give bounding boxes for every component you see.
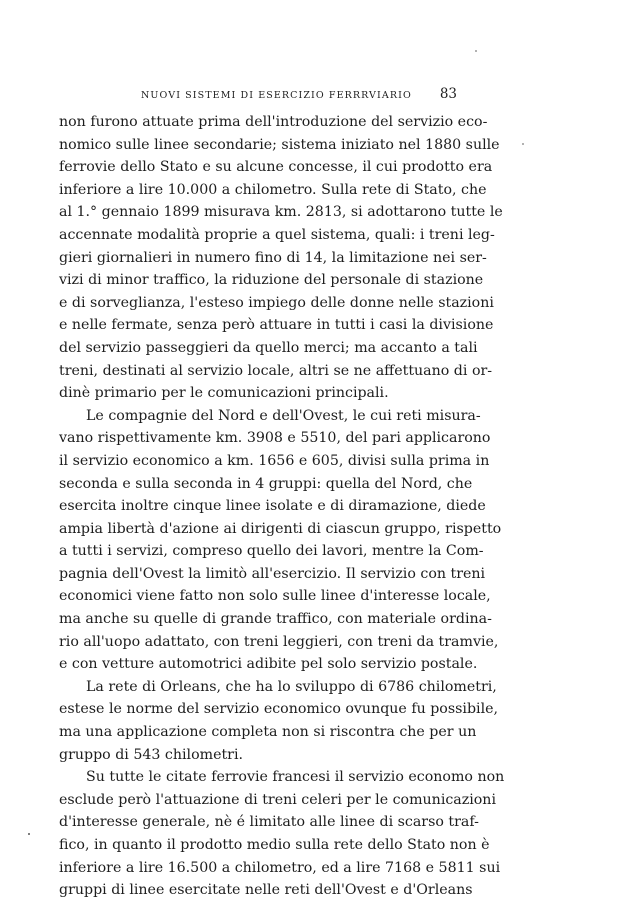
text-line: e nelle fermate, senza però attuare in tutti i casi la divisione <box>59 317 494 334</box>
text-line: inferiore a lire 16.500 a chilometro, ed a lire 7168 e 5811 sui <box>59 859 501 876</box>
paper-speck <box>475 50 477 52</box>
text-line: seconda e sulla seconda in 4 gruppi: quella del Nord, che <box>59 475 473 492</box>
text-line: rio all'uopo adattato, con treni leggieri, con treni da tramvie, <box>59 633 499 650</box>
text-line: ma una applicazione completa non si riscontra che per un <box>59 724 477 741</box>
text-line: il servizio economico a km. 1656 e 605, divisi sulla prima in <box>59 452 490 469</box>
paragraph-first-line: Le compagnie del Nord e dell'Ovest, le cui reti misura- <box>86 407 481 424</box>
text-line: del servizio passeggieri da quello merci; ma accanto a tali <box>59 339 478 356</box>
paragraph-last-line: dinè primario per le comunicazioni principali. <box>59 385 389 402</box>
body-text <box>59 111 505 902</box>
text-line: vizi di minor traffico, la riduzione del personale di stazione <box>59 272 484 289</box>
paper-speck <box>28 833 30 835</box>
text-line: ampia libertà d'azione ai dirigenti di ciascun gruppo, rispetto <box>59 520 502 537</box>
text-line: economici viene fatto non solo sulle linee d'interesse locale, <box>59 588 491 605</box>
text-line: accennate modalità proprie a quel sistema, quali: i treni leg- <box>59 226 495 243</box>
running-title: NUOVI SISTEMI DI ESERCIZIO FERRRVIARIO <box>141 90 412 101</box>
text-line: esclude però l'attuazione di treni celeri per le comunicazioni <box>59 791 496 808</box>
text-line: ma anche su quelle di grande traffico, con materiale ordina- <box>59 611 492 628</box>
paragraph-first-line: La rete di Orleans, che ha lo sviluppo di 6786 chilometri, <box>86 678 497 695</box>
text-line: gieri giornalieri in numero fino di 14, la limitazione nei ser- <box>59 249 487 266</box>
paragraph-first-line: Su tutte le citate ferrovie francesi il servizio economo non <box>86 769 505 786</box>
text-line: non furono attuate prima dell'introduzione del servizio eco- <box>59 114 488 130</box>
text-line: gruppi di linee esercitate nelle reti dell'Ovest e d'Orleans <box>59 882 473 899</box>
text-line: vano rispettivamente km. 3908 e 5510, del pari applicarono <box>59 430 491 447</box>
text-line: treni, destinati al servizio locale, altri se ne affettuano di or- <box>59 362 493 379</box>
text-line: al 1.° gennaio 1899 misurava km. 2813, si adottarono tutte le <box>59 204 503 221</box>
text-line: e di sorveglianza, l'esteso impiego delle donne nelle stazioni <box>59 294 494 311</box>
text-line: esercita inoltre cinque linee isolate e di diramazione, diede <box>59 498 486 515</box>
text-line: ferrovie dello Stato e su alcune concesse, il cui prodotto era <box>59 159 493 176</box>
text-line: estese le norme del servizio economico ovunque fu possibile, <box>59 701 499 718</box>
text-line: fico, in quanto il prodotto medio sulla rete dello Stato non è <box>59 837 490 853</box>
paragraph-last-line: gruppo di 543 chilometri. <box>59 746 244 763</box>
page-number: 83 <box>439 86 457 102</box>
text-line: d'interesse generale, nè é limitato alle linee di scarso traf- <box>59 814 479 831</box>
paper-speck <box>522 143 524 145</box>
text-line: pagnia dell'Ovest la limitò all'esercizio. Il servizio con treni <box>59 565 486 582</box>
text-line: inferiore a lire 10.000 a chilometro. Sulla rete di Stato, che <box>59 181 487 198</box>
text-line: nomico sulle linee secondarie; sistema iniziato nel 1880 sulle <box>59 136 500 153</box>
page-header <box>141 86 457 106</box>
text-line: e con vetture automotrici adibite pel solo servizio postale. <box>59 656 478 673</box>
text-line: a tutti i servizi, compreso quello dei lavori, mentre la Com- <box>59 543 484 560</box>
